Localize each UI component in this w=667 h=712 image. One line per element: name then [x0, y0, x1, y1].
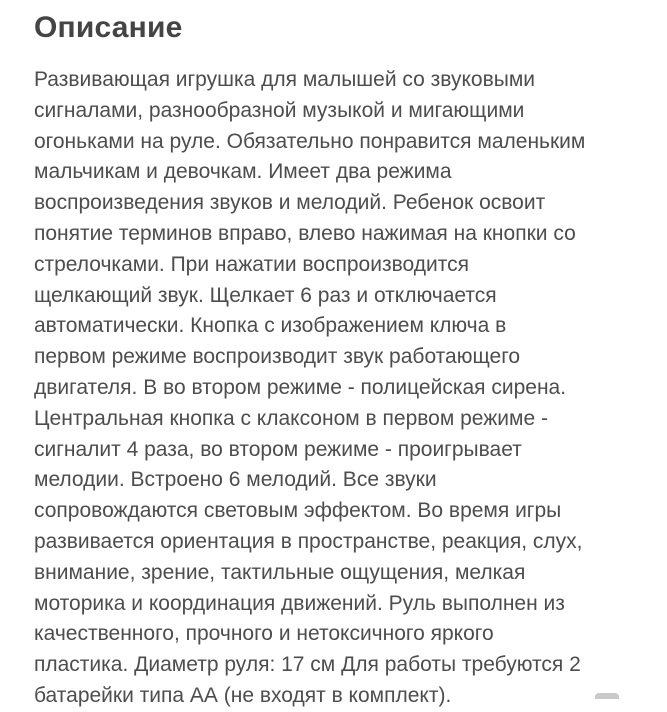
description-line: воспроизведения звуков и мелодий. Ребенок освоит	[34, 191, 546, 215]
description-line: сопровождаются световым эффектом. Во время игры	[34, 499, 562, 523]
description-line: внимание, зрение, тактильные ощущения, мелкая	[34, 560, 526, 584]
description-line: сигналит 4 раза, во втором режиме - проигрывает	[34, 437, 522, 461]
description-line: понятие терминов вправо, влево нажимая на кнопки со	[34, 221, 576, 245]
description-line: первом режиме воспроизводит звук работающего	[34, 345, 521, 369]
description-line: щелкающий звук. Щелкает 6 раз и отключается	[34, 283, 497, 307]
description-line: Центральная кнопка с клаксоном в первом режиме -	[34, 406, 548, 430]
description-line: двигателя. В во втором режиме - полицейская сирена.	[34, 375, 567, 399]
description-line: стрелочками. При нажатии воспроизводится	[34, 252, 469, 276]
description-line: Развивающая игрушка для малышей со звуковыми	[34, 68, 535, 91]
description-line: качественного, прочного и нетоксичного яркого	[34, 622, 494, 646]
description-section	[34, 8, 644, 712]
description-line: батарейки типа АА (не входят в комплект).	[34, 683, 452, 707]
description-line: автоматически. Кнопка с изображением ключа в	[34, 314, 507, 338]
description-line: моторика и координация движений. Руль выполнен из	[34, 591, 565, 615]
scroll-indicator[interactable]	[595, 693, 619, 699]
description-heading: Описание	[34, 11, 183, 44]
description-line: огоньками на руле. Обязательно понравится маленьким	[34, 129, 586, 153]
description-line: мелодии. Встроено 6 мелодий. Все звуки	[34, 468, 437, 492]
description-line: развивается ориентация в пространстве, реакция, слух,	[34, 529, 583, 553]
description-line: пластика. Диаметр руля: 17 см Для работы требуются 2	[34, 653, 581, 677]
description-text	[34, 65, 644, 712]
description-line: сигналами, разнообразной музыкой и мигающими	[34, 98, 525, 122]
description-line: мальчикам и девочкам. Имеет два режима	[34, 160, 452, 184]
